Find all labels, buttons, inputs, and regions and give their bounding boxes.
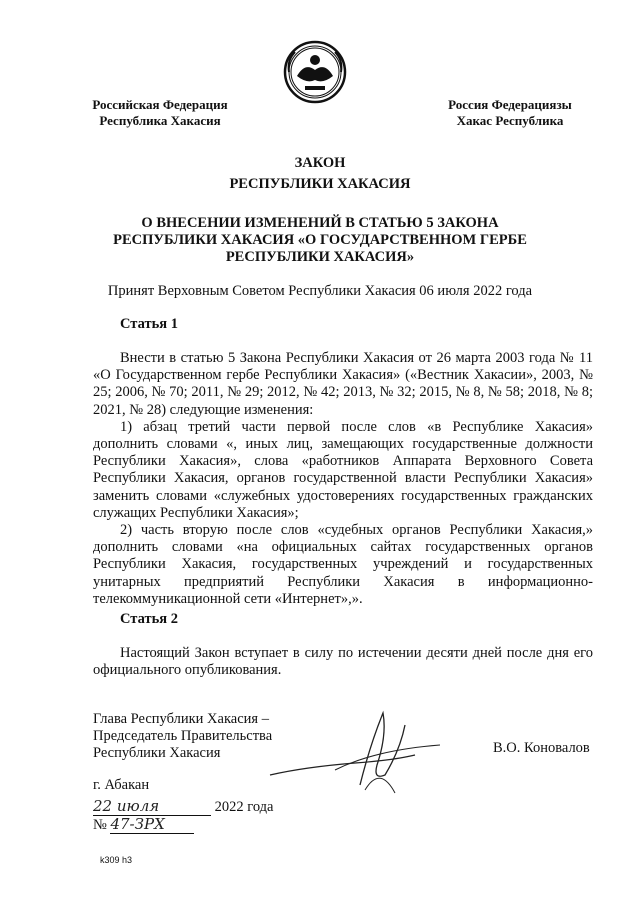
article-1-paragraph: Внести в статью 5 Закона Республики Хакасия от 26 марта 2003 года № 11 «О Государственном гербе Республики Хакасия» («Вестник Хакасии», 2003, № 25; 2006, № 70; 2011, № 29; 2012, № 42; 2013, № 32; 2015, № 8, № 58; 2018, № 8; 2021, № 28) следующие изменения: [93, 350, 593, 418]
document-code: k309 h3 [100, 855, 133, 865]
law-republic: РЕСПУБЛИКИ ХАКАСИЯ [229, 176, 411, 192]
handwritten-number: 47-ЗРХ [110, 815, 194, 834]
handwritten-date: 22 июля [93, 797, 211, 816]
signatory-position [93, 711, 272, 762]
signatory-position-line-1: Глава Республики Хакасия – [93, 711, 269, 727]
coat-of-arms-emblem [283, 40, 347, 104]
date-year: 2022 года [214, 799, 274, 815]
signatory-name: В.О. Коновалов [493, 740, 590, 756]
article-2-paragraph: Настоящий Закон вступает в силу по истечении десяти дней после дня его официального опубликования. [93, 645, 593, 679]
law-subject-line-3: РЕСПУБЛИКИ ХАКАСИЯ» [225, 249, 415, 265]
law-number [93, 815, 194, 834]
handwritten-signature [265, 705, 445, 795]
article-1-body [93, 350, 593, 608]
law-subject-line-1: О ВНЕСЕНИИ ИЗМЕНЕНИЙ В СТАТЬЮ 5 ЗАКОНА [141, 215, 499, 231]
law-subject [60, 215, 580, 266]
header-right-line-1: Россия Федерациязы [448, 97, 572, 112]
law-subject-line-2: РЕСПУБЛИКИ ХАКАСИЯ «О ГОСУДАРСТВЕННОМ ГЕРБЕ [113, 232, 527, 248]
law-title: ЗАКОН [294, 155, 346, 171]
article-2-heading: Статья 2 [120, 611, 178, 627]
signing-date [93, 797, 273, 816]
number-prefix: № [93, 817, 107, 833]
header-left [80, 97, 240, 129]
header-right [440, 97, 580, 129]
header-left-line-1: Российская Федерация [92, 97, 228, 112]
signatory-position-line-3: Республики Хакасия [93, 745, 221, 761]
article-1-heading: Статья 1 [120, 316, 178, 332]
place-of-signing: г. Абакан [93, 777, 150, 793]
article-2-body [93, 645, 593, 679]
article-1-paragraph: 1) абзац третий части первой после слов «в Республике Хакасия» дополнить словами «, иных лиц, замещающих государственные должности Республики Хакасия», слова «работников Аппарата Верховного Совета Республики Хакасия, органов государственной власти Республики Хакасия» заменить словами «служебных удостоверениях государственных гражданских служащих Республики Хакасия»; [93, 418, 593, 521]
header-left-line-2: Республика Хакасия [99, 113, 221, 128]
header-right-line-2: Хакас Республика [456, 113, 564, 128]
article-1-paragraph: 2) часть вторую после слов «судебных органов Республики Хакасия,» дополнить словами «на официальных сайтах государственных органов Республики Хакасия, государственных учреждений и государственных унитарных предприятий Республики Хакасия в информационно-телекоммуникационной сети «Интернет»,». [93, 522, 593, 607]
signatory-position-line-2: Председатель Правительства [93, 728, 273, 744]
adopted-line: Принят Верховным Советом Республики Хакасия 06 июля 2022 года [107, 283, 533, 299]
